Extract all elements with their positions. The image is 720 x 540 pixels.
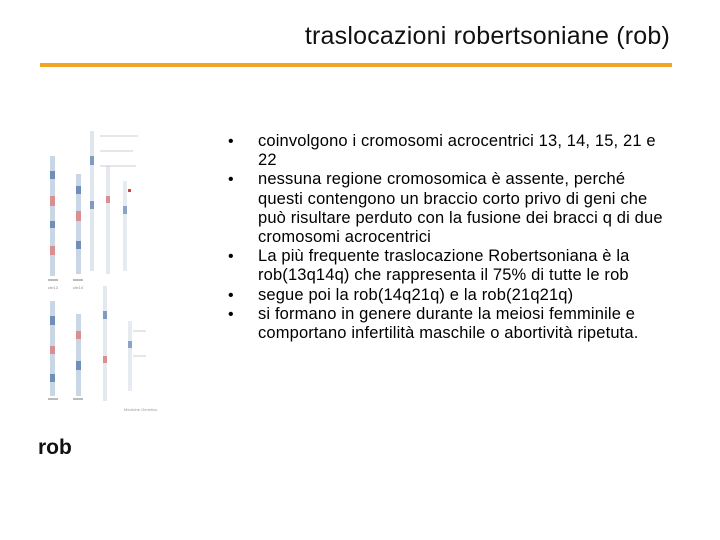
bullet-glyph: • (228, 248, 234, 266)
chromosome-pair-lower (48, 286, 107, 401)
bullet-text: La più frequente traslocazione Robertsoniana è la rob(13q14q) che rappresenta il 75% di tutte le rob (258, 247, 630, 285)
title-underline (40, 63, 672, 67)
chromosome-pair-upper (48, 131, 110, 281)
bullet-text: coinvolgono i cromosomi acrocentrici 13, 14, 15, 21 e 22 (258, 132, 656, 170)
bullet-glyph: • (228, 286, 234, 304)
bullet-text: nessuna regione cromosomica è assente, perché questi contengono un braccio corto privo di geni che può risultare perduto con la fusione dei bracci q di due cromosomi acrocentrici (258, 170, 663, 247)
bullet-item (228, 132, 668, 170)
bullet-item (228, 286, 668, 305)
chromosome-ideogram-upper-right (100, 136, 138, 271)
bullet-glyph: • (228, 171, 234, 189)
figure-watermark: Medicine Genetics (124, 407, 157, 412)
figure-label-right: chr14 (73, 285, 84, 290)
figure-label-left: chr13 (48, 285, 59, 290)
bullet-text: si formano in genere durante la meiosi femminile e comportano infertilità maschile o abortività ripetuta. (258, 304, 639, 343)
bullet-item (228, 170, 668, 247)
bullet-text: segue poi la rob(14q21q) e la rob(21q21q) (258, 285, 574, 304)
chromosome-ideogram-lower-right (128, 321, 146, 391)
bullet-glyph: • (228, 305, 234, 323)
bullet-list (228, 132, 668, 343)
figure-caption: rob (38, 436, 72, 459)
bullet-glyph: • (228, 133, 234, 150)
slide-title: traslocazioni robertsoniane (rob) (304, 22, 670, 50)
bullet-item (228, 305, 668, 343)
bullet-item (228, 247, 668, 285)
robertsonian-translocation-figure (28, 126, 178, 426)
